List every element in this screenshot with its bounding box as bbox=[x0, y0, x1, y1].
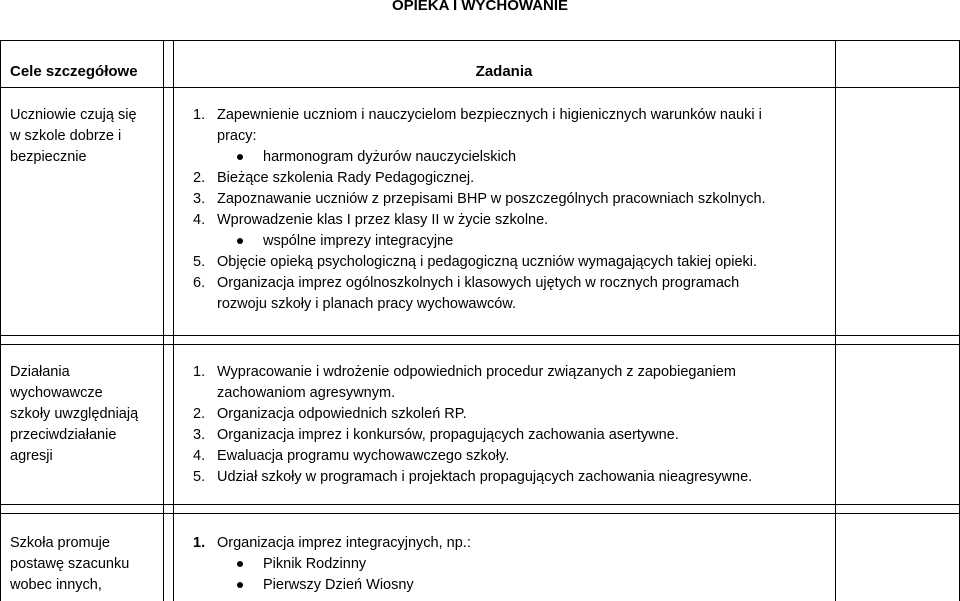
row2-goal bbox=[10, 362, 160, 467]
bullet-icon bbox=[237, 561, 243, 567]
task-number: 1. bbox=[193, 535, 206, 551]
task-number: 1. bbox=[193, 364, 206, 380]
task-text-cont: zachowaniom agresywnym. bbox=[217, 385, 396, 401]
task-text: Objęcie opieką psychologiczną i pedagogiczną uczniów wymagających takiej opieki. bbox=[217, 254, 758, 270]
row2-tasks bbox=[193, 362, 833, 488]
task-text: Wprowadzenie klas I przez klasy II w życie szkolne. bbox=[217, 212, 549, 228]
table-border-left bbox=[0, 40, 1, 601]
bullet-icon bbox=[237, 154, 243, 160]
bullet-item bbox=[193, 231, 833, 252]
header-tasks: Zadania bbox=[475, 63, 533, 80]
column-divider-2 bbox=[173, 40, 174, 601]
goal-line: bezpiecznie bbox=[10, 149, 87, 165]
goal-line: w szkole dobrze i bbox=[10, 128, 122, 144]
task-number: 6. bbox=[193, 275, 206, 291]
task-text: Zapoznawanie uczniów z przepisami BHP w poszczególnych pracowniach szkolnych. bbox=[217, 191, 766, 207]
task-text: Wypracowanie i wdrożenie odpowiednich procedur związanych z zapobieganiem bbox=[217, 364, 736, 380]
goal-line: szkoły uwzględniają bbox=[10, 406, 139, 422]
row1-goal bbox=[10, 105, 160, 168]
task-text: Bieżące szkolenia Rady Pedagogicznej. bbox=[217, 170, 475, 186]
task-text: Organizacja imprez i konkursów, propagujących zachowania asertywne. bbox=[217, 427, 679, 443]
table-border-top bbox=[0, 40, 960, 41]
task-item bbox=[193, 273, 833, 294]
goal-line: wychowawcze bbox=[10, 385, 103, 401]
bullet-text: Pierwszy Dzień Wiosny bbox=[263, 577, 414, 593]
bullet-icon bbox=[237, 238, 243, 244]
task-item bbox=[193, 105, 833, 126]
header-goals: Cele szczegółowe bbox=[10, 63, 138, 80]
task-number: 3. bbox=[193, 191, 206, 207]
task-number: 5. bbox=[193, 254, 206, 270]
bullet-item bbox=[193, 147, 833, 168]
task-item bbox=[193, 533, 833, 554]
task-number: 5. bbox=[193, 469, 206, 485]
task-item bbox=[193, 425, 833, 446]
row3-goal bbox=[10, 533, 160, 596]
task-text: Zapewnienie uczniom i nauczycielom bezpiecznych i higienicznych warunków nauki i bbox=[217, 107, 762, 123]
row-divider-1 bbox=[0, 335, 960, 336]
task-item bbox=[193, 467, 833, 488]
row-divider-1b bbox=[0, 344, 960, 345]
task-item bbox=[193, 168, 833, 189]
task-item bbox=[193, 446, 833, 467]
goal-line: wobec innych, bbox=[10, 577, 102, 593]
row-divider-2b bbox=[0, 513, 960, 514]
bullet-item bbox=[193, 575, 833, 596]
bullet-text: harmonogram dyżurów nauczycielskich bbox=[263, 149, 517, 165]
bullet-item bbox=[193, 554, 833, 575]
task-number: 1. bbox=[193, 107, 206, 123]
row-divider-2 bbox=[0, 504, 960, 505]
goal-line: postawę szacunku bbox=[10, 556, 130, 572]
task-item bbox=[193, 252, 833, 273]
task-item bbox=[193, 189, 833, 210]
task-number: 2. bbox=[193, 170, 206, 186]
task-item bbox=[193, 210, 833, 231]
task-number: 4. bbox=[193, 212, 206, 228]
goal-line: Działania bbox=[10, 364, 70, 380]
bullet-text: wspólne imprezy integracyjne bbox=[263, 233, 454, 249]
goal-line: agresji bbox=[10, 448, 53, 464]
task-item bbox=[193, 362, 833, 383]
task-number: 2. bbox=[193, 406, 206, 422]
row3-tasks bbox=[193, 533, 833, 596]
goal-line: Uczniowie czują się bbox=[10, 107, 137, 123]
task-text: Udział szkoły w programach i projektach propagujących zachowania nieagresywne. bbox=[217, 469, 753, 485]
column-divider-1 bbox=[163, 40, 164, 601]
bullet-text: Piknik Rodzinny bbox=[263, 556, 367, 572]
task-text: Ewaluacja programu wychowawczego szkoły. bbox=[217, 448, 510, 464]
bullet-icon bbox=[237, 582, 243, 588]
task-text: Organizacja imprez ogólnoszkolnych i klasowych ujętych w rocznych programach bbox=[217, 275, 740, 291]
task-text-cont: pracy: bbox=[217, 128, 257, 144]
document-title: OPIEKA I WYCHOWANIE bbox=[391, 0, 569, 14]
task-number: 3. bbox=[193, 427, 206, 443]
row1-tasks bbox=[193, 105, 833, 315]
goal-line: przeciwdziałanie bbox=[10, 427, 117, 443]
task-item bbox=[193, 404, 833, 425]
column-divider-3 bbox=[835, 40, 836, 601]
task-text: Organizacja odpowiednich szkoleń RP. bbox=[217, 406, 467, 422]
goal-line: Szkoła promuje bbox=[10, 535, 110, 551]
task-text-cont: rozwoju szkoły i planach pracy wychowawców. bbox=[217, 296, 516, 312]
task-number: 4. bbox=[193, 448, 206, 464]
row-divider-header bbox=[0, 87, 960, 88]
task-text: Organizacja imprez integracyjnych, np.: bbox=[217, 535, 471, 551]
